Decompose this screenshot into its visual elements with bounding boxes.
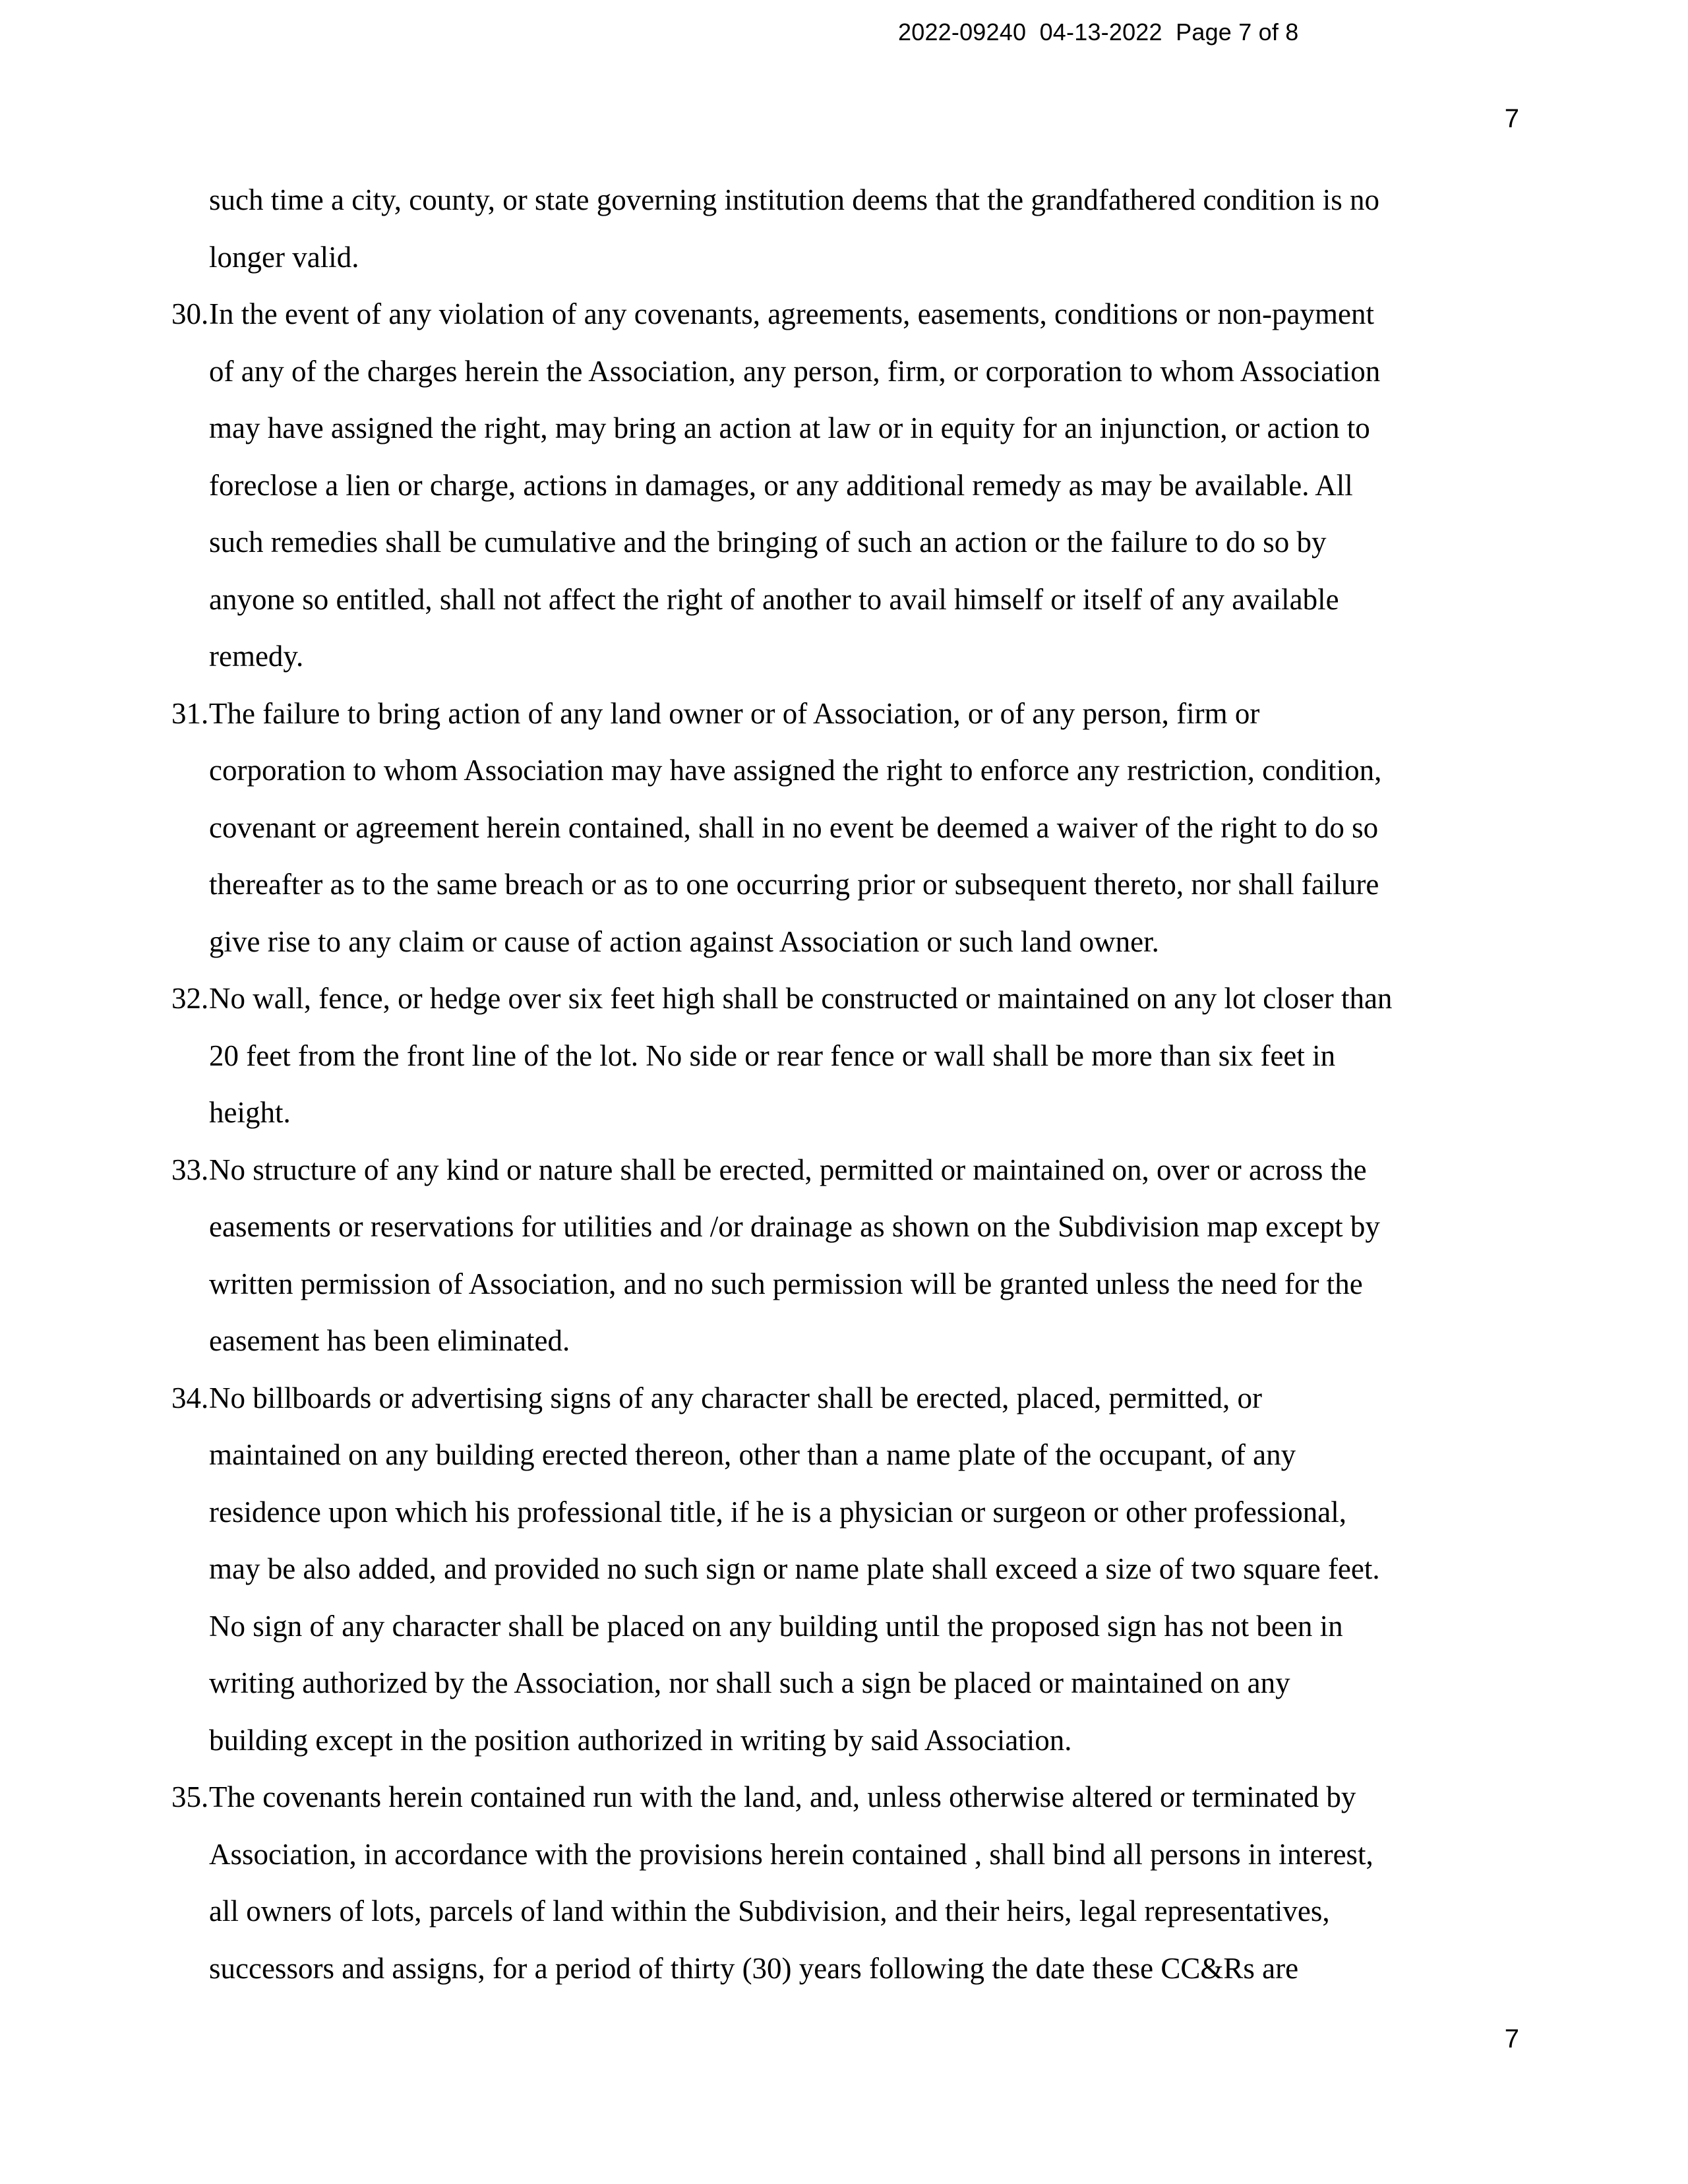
covenant-item-30 (171, 286, 1523, 685)
covenant-item-35 (171, 1769, 1523, 1997)
text-line: In the event of any violation of any covenants, agreements, easements, conditions or non-payment (209, 297, 1374, 330)
covenant-item-34 (171, 1370, 1523, 1769)
text-line: remedy. (209, 640, 304, 673)
text-line: No billboards or advertising signs of any character shall be erected, placed, permitted, or (209, 1381, 1262, 1414)
item-text (209, 970, 1523, 1141)
item-number: 31. (171, 696, 209, 730)
text-line: Association, in accordance with the provisions herein contained , shall bind all persons in interest, (209, 1837, 1373, 1871)
text-line: may have assigned the right, may bring an action at law or in equity for an injunction, or action to (209, 411, 1370, 444)
text-line: No wall, fence, or hedge over six feet high shall be constructed or maintained on any lot closer than (209, 982, 1393, 1015)
text-line: easement has been eliminated. (209, 1324, 570, 1357)
document-body (171, 171, 1523, 1997)
text-line: anyone so entitled, shall not affect the right of another to avail himself or itself of any available (209, 582, 1339, 616)
item-number: 30. (171, 297, 209, 330)
text-line: thereafter as to the same breach or as to one occurring prior or subsequent thereto, nor shall failure (209, 868, 1379, 901)
text-line: residence upon which his professional title, if he is a physician or surgeon or other professional, (209, 1495, 1347, 1529)
text-line: covenant or agreement herein contained, shall in no event be deemed a waiver of the right to do so (209, 810, 1379, 844)
item-number: 33. (171, 1153, 209, 1186)
covenant-item-31 (171, 685, 1523, 971)
recording-stamp: 2022-09240 04-13-2022 Page 7 of 8 (898, 18, 1299, 46)
text-line: height. (209, 1096, 291, 1129)
continued-paragraph (209, 171, 1523, 286)
page-number-bottom: 7 (1504, 2024, 1519, 2053)
item-text (209, 1769, 1523, 1997)
text-line: 20 feet from the front line of the lot. No side or rear fence or wall shall be more than six feet in (209, 1039, 1336, 1072)
text-line: may be also added, and provided no such sign or name plate shall exceed a size of two square feet. (209, 1552, 1380, 1585)
text-line: corporation to whom Association may have assigned the right to enforce any restriction, condition, (209, 754, 1382, 787)
text-line: of any of the charges herein the Association, any person, firm, or corporation to whom Association (209, 354, 1381, 388)
item-text (209, 685, 1523, 971)
item-text (209, 286, 1523, 685)
text-line: such remedies shall be cumulative and the bringing of such an action or the failure to do so by (209, 526, 1327, 559)
text-line: such time a city, county, or state governing institution deems that the grandfathered condition is no (209, 183, 1379, 216)
item-number: 35. (171, 1780, 209, 1813)
text-line: The failure to bring action of any land owner or of Association, or of any person, firm or (209, 696, 1260, 730)
text-line: written permission of Association, and no such permission will be granted unless the need for the (209, 1267, 1363, 1300)
text-line: maintained on any building erected thereon, other than a name plate of the occupant, of any (209, 1438, 1296, 1471)
text-line: give rise to any claim or cause of action against Association or such land owner. (209, 925, 1159, 958)
item-number: 34. (171, 1381, 209, 1414)
text-line: successors and assigns, for a period of thirty (30) years following the date these CC&Rs are (209, 1951, 1299, 1985)
covenant-item-32 (171, 970, 1523, 1141)
text-line: No structure of any kind or nature shall be erected, permitted or maintained on, over or across the (209, 1153, 1367, 1186)
text-line: writing authorized by the Association, nor shall such a sign be placed or maintained on any (209, 1666, 1290, 1699)
item-text (209, 1141, 1523, 1370)
text-line: building except in the position authorized in writing by said Association. (209, 1723, 1072, 1757)
text-line: No sign of any character shall be placed on any building until the proposed sign has not been in (209, 1609, 1343, 1643)
page-number-top: 7 (1504, 104, 1519, 133)
item-text (209, 1370, 1523, 1769)
item-number: 32. (171, 982, 209, 1015)
text-line: foreclose a lien or charge, actions in damages, or any additional remedy as may be available. All (209, 468, 1353, 502)
text-line: easements or reservations for utilities and /or drainage as shown on the Subdivision map except by (209, 1210, 1380, 1243)
covenant-item-33 (171, 1141, 1523, 1370)
text-line: longer valid. (209, 240, 359, 274)
text-line: The covenants herein contained run with the land, and, unless otherwise altered or terminated by (209, 1780, 1356, 1813)
text-line: all owners of lots, parcels of land within the Subdivision, and their heirs, legal representatives, (209, 1895, 1330, 1927)
